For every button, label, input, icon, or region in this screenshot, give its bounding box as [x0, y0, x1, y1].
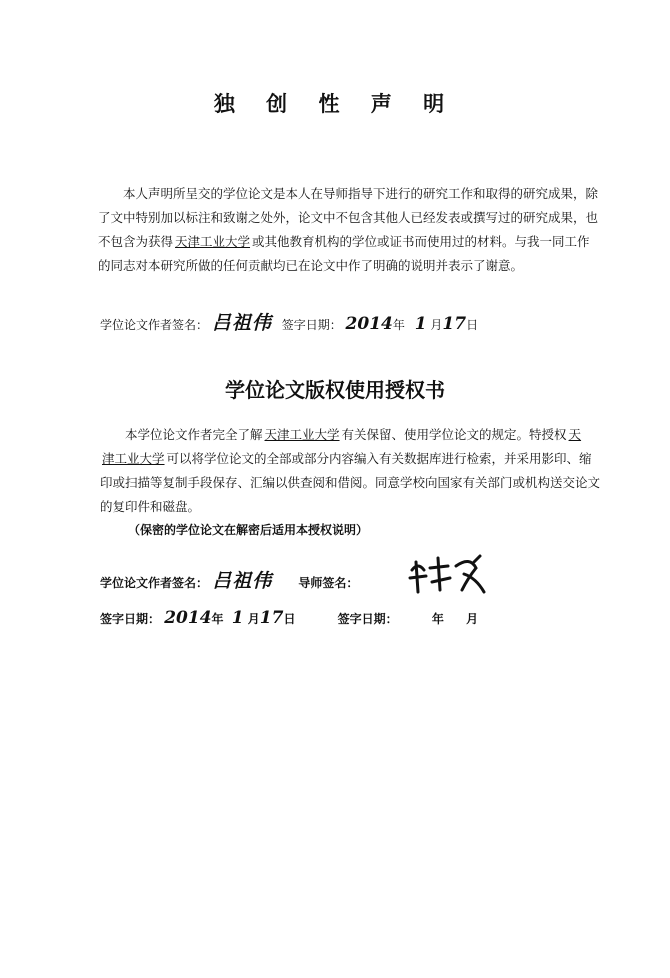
author-signing-date-month: 1: [231, 608, 244, 628]
authorization-line-1: [100, 423, 612, 447]
confidential-note: （保密的学位论文在解密后适用本授权说明）: [128, 523, 369, 537]
declaration-line-3-post: 或其他教育机构的学位或证书而使用过的材料。与我一同工作: [252, 234, 590, 249]
month-char: 月: [430, 318, 443, 332]
authorization-paragraph: [100, 423, 612, 519]
supervisor-signature-image: [404, 548, 499, 598]
declaration-line-4: 的同志对本研究所做的任何贡献均已在论文中作了明确的说明并表示了谢意。: [98, 258, 524, 273]
authorization-line-2: [100, 447, 612, 471]
author-signature-label-2: 学位论文作者签名：: [100, 576, 209, 590]
signing-date-month: 1: [414, 314, 427, 334]
authorization-date-row: [100, 608, 478, 628]
author-day-char: 日: [283, 612, 296, 626]
university-name-2: 天津工业大学: [264, 427, 340, 442]
university-name-3-end: 津工业大学: [102, 451, 165, 466]
authorization-line-1-post: 有关保留、使用学位论文的规定。特授权: [341, 427, 567, 442]
author-month-char: 月: [247, 612, 260, 626]
author-year-char: 年: [211, 612, 224, 626]
author-signing-date-label: 签字日期：: [100, 612, 161, 626]
authorization-signature-row: [100, 566, 358, 593]
supervisor-signature: [404, 548, 499, 602]
university-name-3-start: 天: [568, 427, 582, 442]
supervisor-signature-label: 导师签名：: [298, 576, 359, 590]
year-char: 年: [392, 318, 405, 332]
declaration-title: 独 创 性 声 明: [213, 91, 457, 116]
signing-date-year: 2014: [345, 314, 393, 334]
supervisor-signing-date-label: 签字日期：: [337, 612, 398, 626]
authorization-line-1-pre: 本学位论文作者完全了解: [125, 427, 263, 442]
supervisor-year-char: 年: [431, 612, 444, 626]
author-signature-label: 学位论文作者签名：: [100, 318, 209, 332]
authorization-title: 学位论文版权使用授权书: [225, 378, 445, 402]
author-signature: 吕祖伟: [211, 312, 272, 334]
authorization-line-2-post: 可以将学位论文的全部或部分内容编入有关数据库进行检索，并采用影印、缩: [166, 451, 592, 466]
authorization-line-3: 印或扫描等复制手段保存、汇编以供查阅和借阅。同意学校向国家有关部门或机构送交论文: [100, 475, 601, 490]
supervisor-month-char: 月: [466, 612, 479, 626]
signing-date-day: 17: [442, 314, 467, 334]
author-signing-date-day: 17: [259, 608, 284, 628]
declaration-paragraph: [98, 182, 611, 278]
declaration-line-3: [98, 230, 611, 254]
day-char: 日: [466, 318, 479, 332]
declaration-line-2: 了文中特别加以标注和致谢之处外，论文中不包含其他人已经发表或撰写过的研究成果，也: [98, 210, 599, 225]
declaration-line-3-pre: 不包含为获得: [98, 234, 174, 249]
declaration-line-1: 本人声明所呈交的学位论文是本人在导师指导下进行的研究工作和取得的研究成果，除: [123, 186, 599, 201]
declaration-signature-row: [100, 308, 478, 335]
university-name: 天津工业大学: [175, 234, 251, 249]
author-signing-date-year: 2014: [164, 608, 212, 628]
author-signature-2: 吕祖伟: [212, 570, 273, 592]
signing-date-label: 签字日期：: [281, 318, 342, 332]
authorization-line-4: 的复印件和磁盘。: [100, 499, 201, 514]
